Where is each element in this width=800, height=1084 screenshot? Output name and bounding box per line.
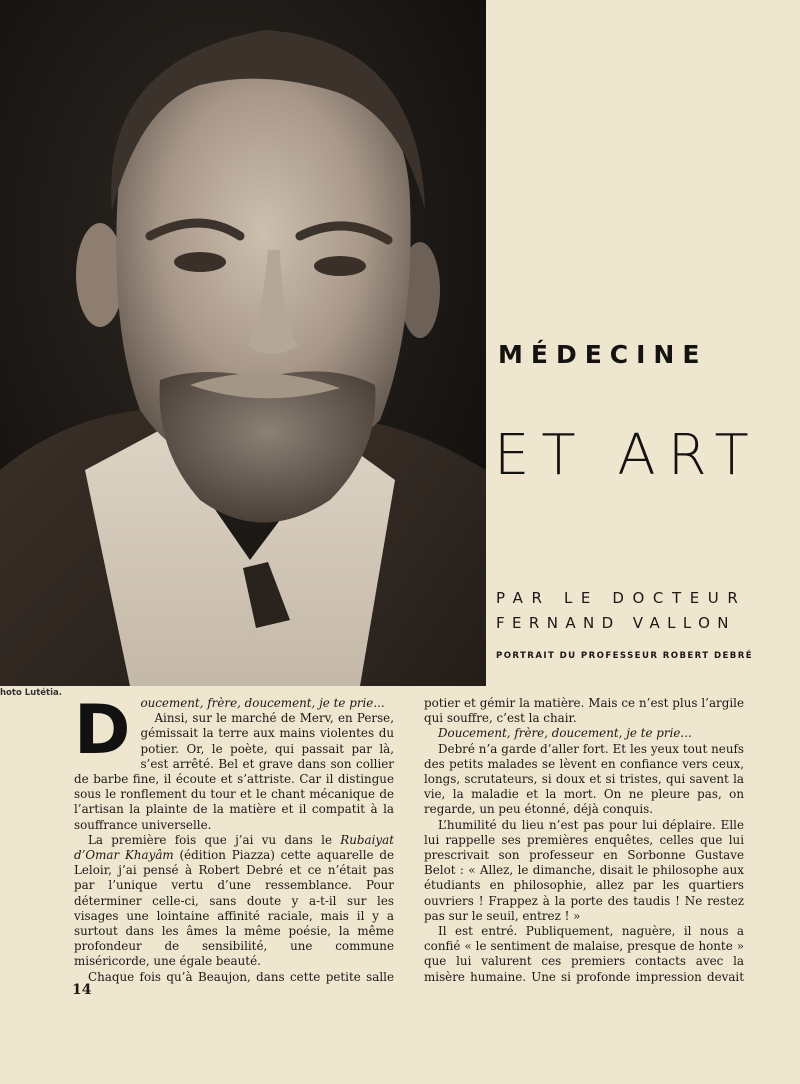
paragraph-6: Debré n’a garde d’aller fort. Et les yeux tout neufs des petits malades se lèvent en confiance vers ceux, longs, scrutateurs, si doux et si tristes, qui savent la vie, la maladie et la mort. On ne pleure pas, on regarde, un peu étonné, déjà conquis. <box>424 741 744 817</box>
paragraph-7: L’humilité du lieu n’est pas pour lui déplaire. Elle lui rappelle ses premières enquêtes, celles que lui prescrivait son professeur en Sorbonne Gustave Belot : « Allez, le dimanche, disait le philosophe aux étudiants en philosophie, allez par les quartiers ouvriers ! Frappez à la porte des taudis ! Ne restez pas sur le seuil, entrez ! » <box>424 817 744 923</box>
title-line-1: MÉDECINE <box>498 340 708 369</box>
page-number: 14 <box>72 982 92 998</box>
byline-line-1: PAR LE DOCTEUR <box>496 589 747 607</box>
book-title: Rubaiyat d’Omar Khayâm <box>74 832 394 863</box>
lead-line: oucement, frère, doucement, je te prie... <box>140 696 385 710</box>
paragraph-2 <box>74 833 394 970</box>
portrait-photo <box>0 0 486 686</box>
paragraph-3: Chaque fois qu’à Beaujon, dans cette petite salle <box>88 969 394 984</box>
paragraph-4: potier et gémir la matière. Mais ce n’est plus l’argile qui souffre, c’est la chair. <box>424 696 744 726</box>
paragraph-2-text-b: (édition Piazza) cette aquarelle de Leloir, j’ai pensé à Robert Debré et ce n’était pas par l’unique vertu d’une ressemblance. Pour déterminer celle-ci, sans doute y a-t-il sur les visages une lointaine affinité raciale, mais il y a surtout dans les âmes la même poésie, la même profondeur de sensibilité, une commune miséricorde, une égale beauté. <box>74 848 394 969</box>
paragraph-2-text-a: La première fois que j’ai vu dans le <box>88 832 341 847</box>
paragraph-1: Ainsi, sur le marché de Merv, en Perse, gémissait la terre aux mains violentes du potier. Or, le poète, qui passait par là, s’est arrêté. Bel et grave dans son collier de barbe fine, il écoute et s’attriste. Car il distingue sous le ronflement du tour et le chant mécanique de l’artisan la plainte de la matière et il compatit à la souffrance universelle. <box>74 711 394 832</box>
paragraph-8: Il est entré. Publiquement, naguère, il nous a confié « le sentiment de malaise, presque de honte » que lui valurent ces premiers contacts avec la misère humaine. Une si profonde impression devait <box>424 924 744 984</box>
paragraph-5-refrain: Doucement, frère, doucement, je te prie... <box>438 726 692 741</box>
title-line-2: ET ART <box>494 423 761 488</box>
photo-credit: hoto Lutétia. <box>0 688 62 698</box>
drop-cap: D <box>74 696 131 770</box>
byline-line-2: FERNAND VALLON <box>496 614 736 632</box>
portrait-caption: PORTRAIT DU PROFESSEUR ROBERT DEBRÉ <box>496 651 754 661</box>
article-column-1 <box>74 696 394 986</box>
article-column-2 <box>424 696 744 986</box>
